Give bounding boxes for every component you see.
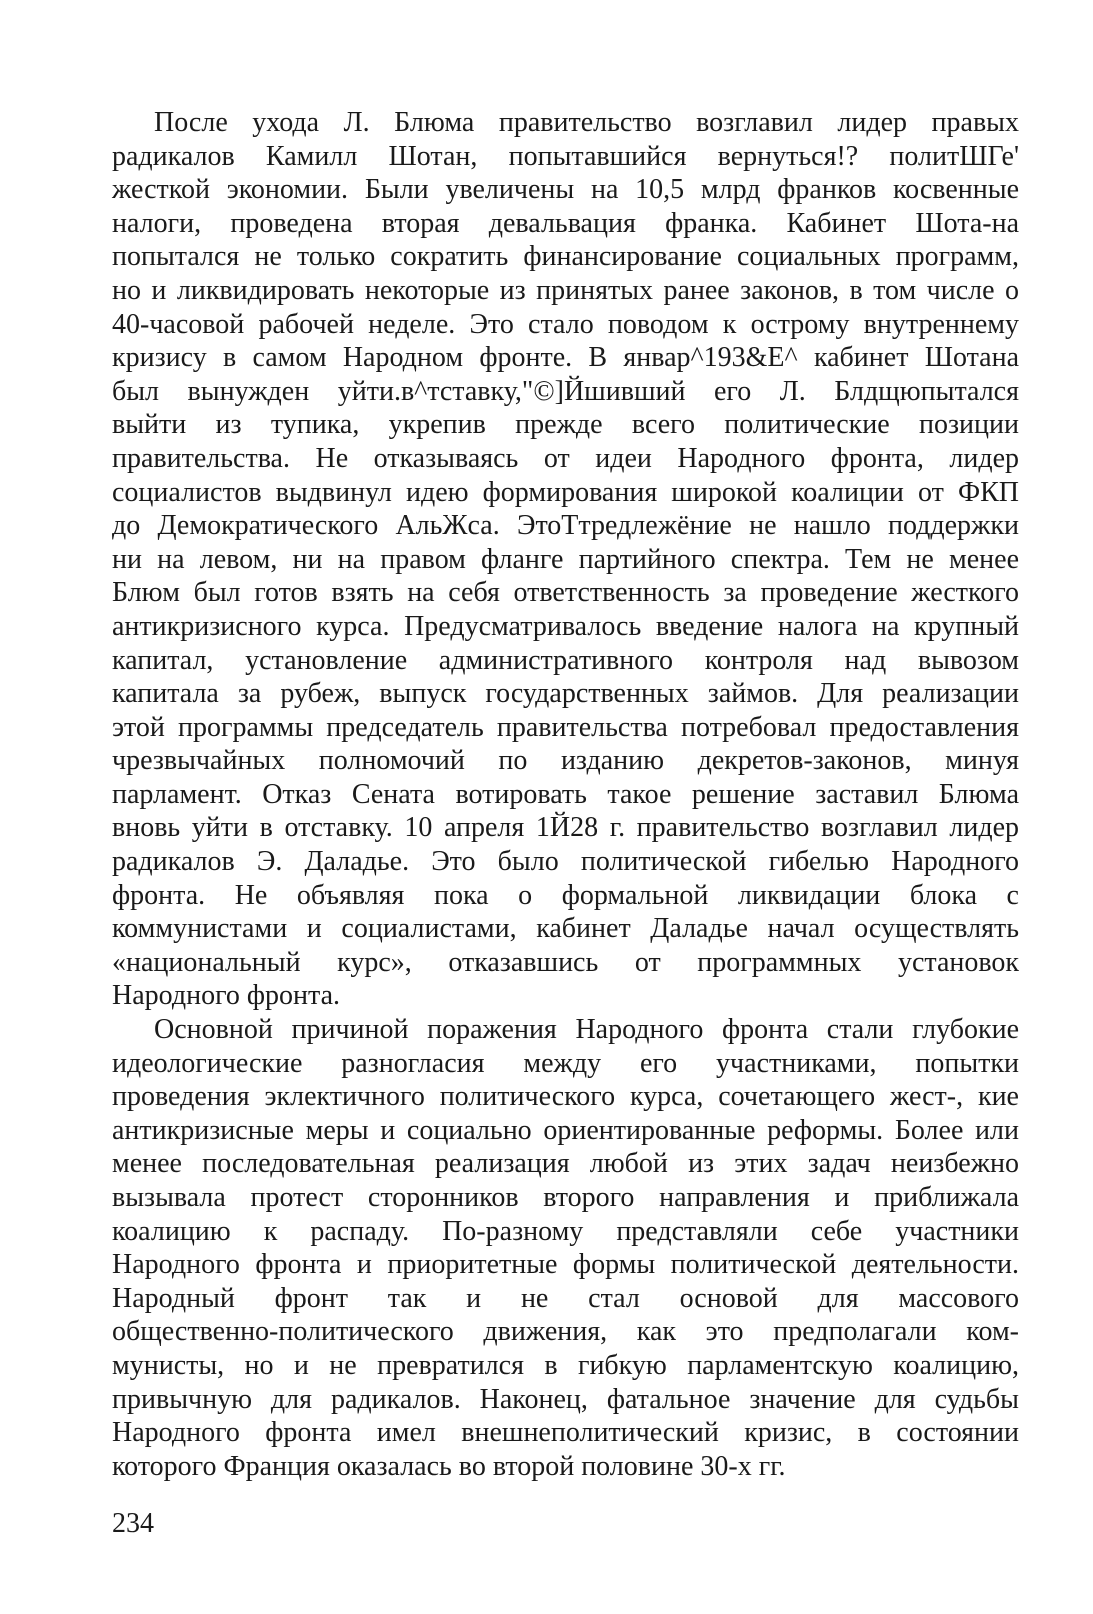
text-line: правительства. Не отказываясь от идеи Народного фронта, лидер (112, 442, 1019, 474)
text-line: Блюм был готов взять на себя ответственность за проведение жесткого (112, 577, 1019, 609)
text-line: радикалов Камилл Шотан, попытавшийся вернуться!? политШГе' (112, 140, 1019, 172)
text-line: чрезвычайных полномочий по изданию декретов-законов, минуя (112, 745, 1019, 777)
text-line: которого Франция оказалась во второй половине 30-х гг. (112, 1450, 786, 1482)
text-line: Народного фронта имел внешнеполитический кризис, в состоянии (112, 1417, 1019, 1449)
text-line: После ухода Л. Блюма правительство возглавил лидер правых (154, 107, 1019, 138)
text-line: коалицию к распаду. По-разному представляли себе участники (112, 1215, 1019, 1247)
text-line: социалистов выдвинул идею формирования широкой коалиции от ФКП (112, 476, 1019, 508)
text-line: Народного фронта и приоритетные формы политической деятельности. (112, 1249, 1019, 1281)
text-line: радикалов Э. Даладье. Это было политической гибелью Народного (112, 846, 1019, 878)
text-line: антикризисные меры и социально ориентированные реформы. Более или (112, 1114, 1019, 1146)
text-line: вызывала протест сторонников второго направления и приближала (112, 1182, 1019, 1213)
text-line: выйти из тупика, укрепив прежде всего политические позиции (112, 409, 1019, 441)
text-line: общественно-политического движения, как это предполагали ком- (112, 1316, 1019, 1348)
text-line: попытался не только сократить финансирование социальных программ, (112, 241, 1019, 273)
text-line: коммунистами и социалистами, кабинет Даладье начал осуществлять (112, 913, 1019, 945)
text-line: проведения эклектичного политического курса, сочетающего жест-, кие (112, 1081, 1019, 1113)
text-line: парламент. Отказ Сената вотировать такое решение заставил Блюма (112, 778, 1019, 810)
text-line: вновь уйти в отставку. 10 апреля 1Й28 г. правительство возглавил лидер (112, 812, 1019, 844)
paragraph (112, 1013, 1019, 1483)
text-line: Народного фронта. (112, 980, 340, 1012)
text-line: этой программы председатель правительства потребовал предоставления (112, 711, 1019, 743)
text-line: «национальный курс», отказавшись от программных установок (112, 946, 1019, 978)
text-line: 40-часовой рабочей неделе. Это стало поводом к острому внутреннему (112, 308, 1019, 340)
text-line: привычную для радикалов. Наконец, фатальное значение для судьбы (112, 1383, 1019, 1415)
text-line: антикризисного курса. Предусматривалось введение налога на крупный (112, 610, 1019, 642)
body-text (112, 106, 1019, 1483)
text-line: менее последовательная реализация любой из этих задач неизбежно (112, 1148, 1019, 1180)
text-line: капитал, установление административного контроля над вывозом (112, 644, 1019, 676)
text-line: капитала за рубеж, выпуск государственных займов. Для реализации (112, 678, 1019, 710)
text-line: жесткой экономии. Были увеличены на 10,5 млрд франков косвенные (112, 174, 1019, 206)
text-line: Народный фронт так и не стал основой для массового (112, 1282, 1019, 1314)
text-line: до Демократического АльЖса. ЭтоТтредлежёние не нашло поддержки (112, 510, 1019, 542)
text-line: фронта. Не объявляя пока о формальной ликвидации блока с (112, 879, 1019, 911)
text-line: мунисты, но и не превратился в гибкую парламентскую коалицию, (112, 1349, 1019, 1381)
text-line: Основной причиной поражения Народного фронта стали глубокие (154, 1014, 1019, 1046)
paragraph (112, 106, 1019, 1013)
text-line: налоги, проведена вторая девальвация франка. Кабинет Шота-на (112, 207, 1019, 239)
text-line: но и ликвидировать некоторые из принятых ранее законов, в том числе о (112, 274, 1019, 306)
page-number: 234 (112, 1508, 154, 1539)
text-line: был вынужден уйти.в^тставку,"©]Йшивший его Л. Блдщюпытался (112, 375, 1019, 407)
text-line: кризису в самом Народном фронте. В январ^193&Е^ кабинет Шотана (112, 342, 1019, 374)
text-line: идеологические разногласия между его участниками, попытки (112, 1047, 1019, 1079)
text-line: ни на левом, ни на правом фланге партийного спектра. Тем не менее (112, 543, 1019, 575)
